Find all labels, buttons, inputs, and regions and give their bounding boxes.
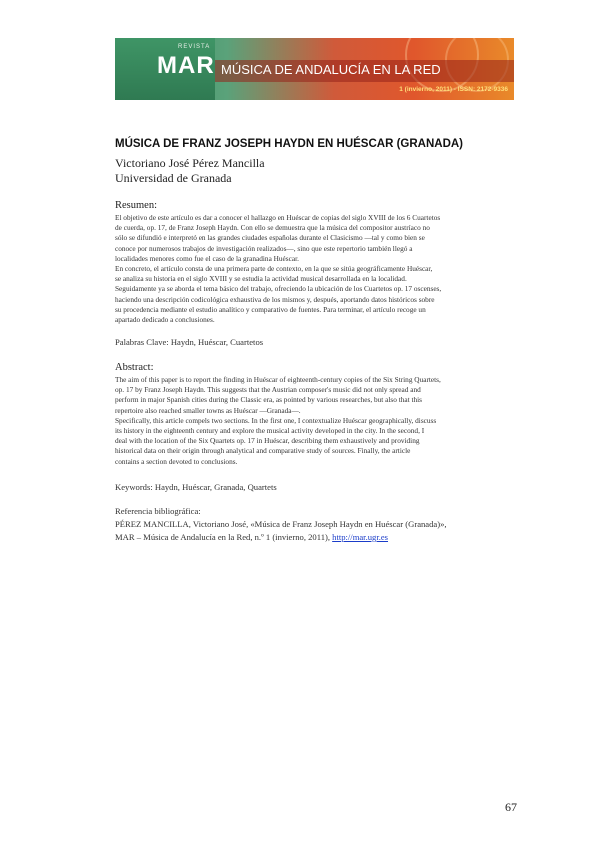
abstract-line: op. 17 by Franz Joseph Haydn. This suggests that the Austrian composer's music did not only spread and xyxy=(115,385,421,395)
resumen-body xyxy=(115,213,515,325)
abstract-line: deal with the location of the Six Quartets op. 17 in Huéscar, describing them exhaustively and providing xyxy=(115,436,420,446)
abstract-line: The aim of this paper is to report the finding in Huéscar of eighteenth-century copies of the Six String Quartets, xyxy=(115,375,441,384)
abstract-heading: Abstract: xyxy=(115,362,154,373)
reference-citation: MAR – Música de Andalucía en la Red, n.º 1 (invierno, 2011), xyxy=(115,532,330,542)
resumen-line: conoce por numerosos trabajos de investigación realizados—, sino que este repertorio también llegó a xyxy=(115,243,413,253)
resumen-line: se analiza su historia en el siglo XVIII y se estudia la actividad musical desarrollada en la localidad. xyxy=(115,274,407,284)
resumen-keywords: Palabras Clave: Haydn, Huéscar, Cuartetos xyxy=(115,337,264,347)
resumen-line: En concreto, el artículo consta de una primera parte de contexto, en la que se sitúa geográficamente Huéscar, xyxy=(115,264,433,274)
banner-issue: 1 (invierno, 2011) - ISSN: 2172-9336 xyxy=(399,86,508,93)
article-author: Victoriano José Pérez Mancilla xyxy=(115,156,265,170)
reference-heading: Referencia bibliográfica: xyxy=(115,506,201,516)
resumen-line: haciendo una descripción codicológica exhaustiva de los mismos y, después, aportando datos históricos sobre xyxy=(115,294,435,304)
article-affiliation: Universidad de Granada xyxy=(115,171,232,185)
resumen-line: su procedencia mediante el estudio analítico y comparativo de fuentes. Para terminar, el artículo recoge un xyxy=(115,304,426,314)
banner-subtitle: MÚSICA DE ANDALUCÍA EN LA RED xyxy=(221,62,441,77)
resumen-line: apartado dedicado a conclusiones. xyxy=(115,315,215,325)
abstract-line: historical data on their origin through analytical and comparative study of sources. Finally, the article xyxy=(115,446,411,456)
resumen-line: sólo se difundió e interpretó en las grandes ciudades españolas durante el Clasicismo —tal y como bien se xyxy=(115,233,425,243)
abstract-keywords: Keywords: Haydn, Huéscar, Granada, Quartets xyxy=(115,482,277,492)
reference-line: PÉREZ MANCILLA, Victoriano José, «Música de Franz Joseph Haydn en Huéscar (Granada)», xyxy=(115,519,447,529)
resumen-line: de cuerda, op. 17, de Franz Joseph Haydn. Con ello se demuestra que la música del compositor austríaco no xyxy=(115,223,430,233)
abstract-line: perform in major Spanish cities during the Classic era, as pointed by various researches, but also that this xyxy=(115,395,423,405)
article-title: MÚSICA DE FRANZ JOSEPH HAYDN EN HUÉSCAR (GRANADA) xyxy=(115,138,464,150)
banner-revista-label: REVISTA xyxy=(178,44,211,50)
abstract-body xyxy=(115,375,515,467)
abstract-line: its history in the eighteenth century and explore the musical activity developed in the city. In the second, I xyxy=(115,426,425,436)
banner-logo-mar: MAR xyxy=(157,52,215,79)
reference-body xyxy=(115,518,515,544)
journal-banner xyxy=(115,38,514,100)
reference-line xyxy=(115,531,515,544)
resumen-heading: Resumen: xyxy=(115,200,157,211)
resumen-line: Seguidamente ya se aborda el tema básico del trabajo, ofreciendo la ubicación de los Cuartetos op. 17 oscenses, xyxy=(115,284,442,294)
resumen-line: El objetivo de este artículo es dar a conocer el hallazgo en Huéscar de copias del siglo XVIII de los 6 Cuartetos xyxy=(115,213,441,222)
abstract-line: repertoire also reached smaller towns as Huéscar —Granada—. xyxy=(115,405,301,415)
page-number: 67 xyxy=(505,800,517,814)
resumen-line: localidades menores como fue el caso de la granadina Huéscar. xyxy=(115,253,299,263)
abstract-line: contains a section devoted to conclusions. xyxy=(115,456,238,466)
reference-link[interactable]: http://mar.ugr.es xyxy=(332,532,389,542)
abstract-line: Specifically, this article compels two sections. In the first one, I contextualize Huéscar geographically, discuss xyxy=(115,415,437,425)
